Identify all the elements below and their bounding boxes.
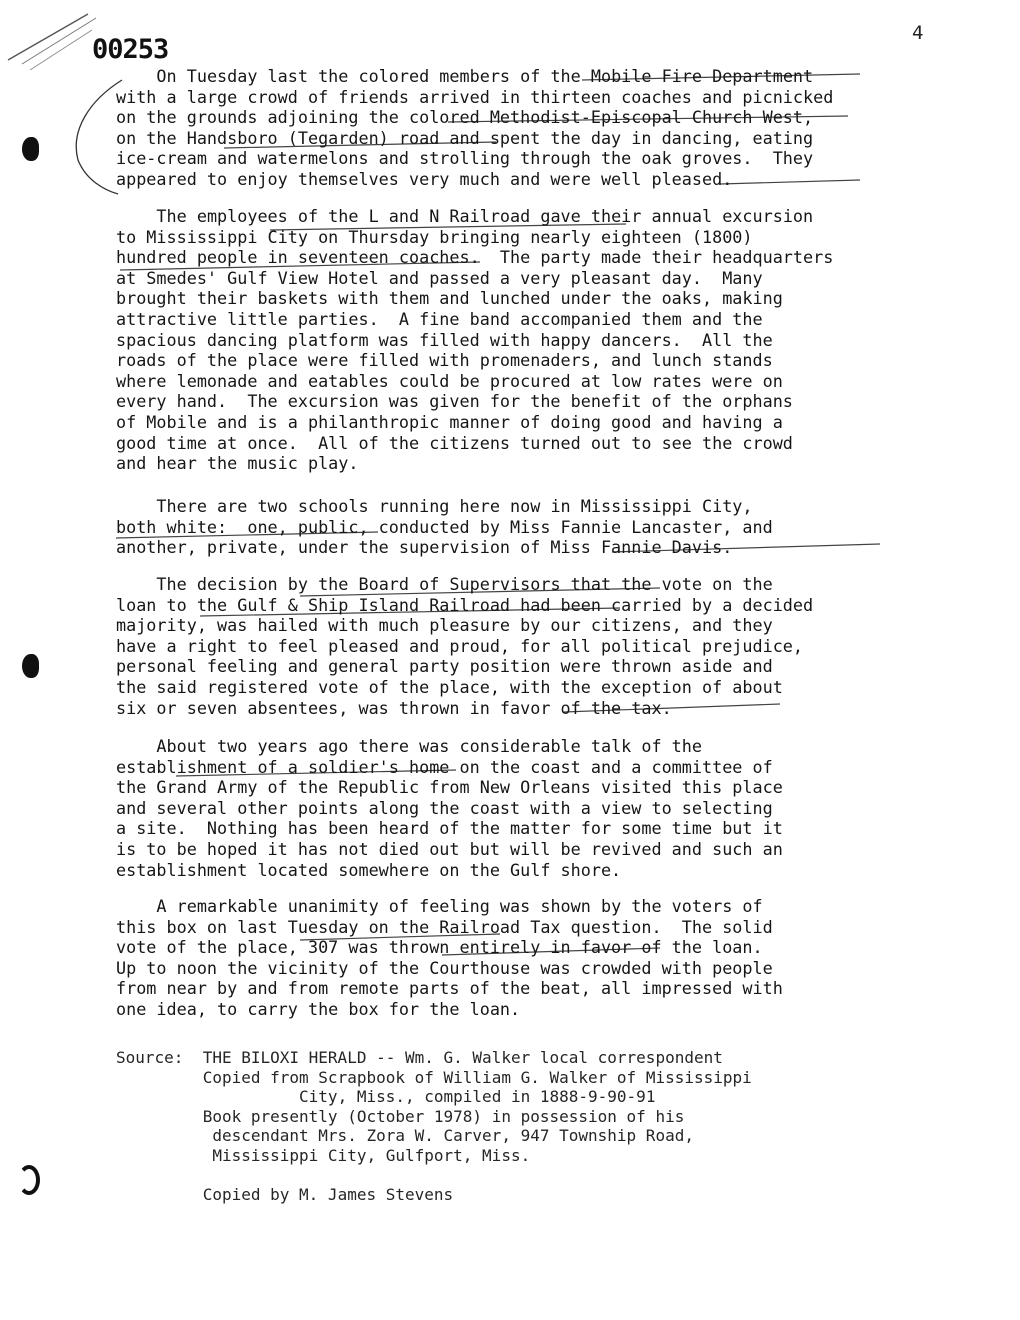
page-number: 4 bbox=[912, 22, 924, 44]
punch-hole-icon bbox=[18, 1165, 40, 1195]
document-id: 00253 bbox=[92, 34, 169, 65]
punch-hole-icon bbox=[22, 137, 39, 161]
paragraph-railroad-excursion: The employees of the L and N Railroad gave their annual excursion to Mississippi City on Thursday bringing nearly eighteen (1800) hundred people in seventeen coaches. The party made their headquarters at Smedes' Gulf View Hotel and passed a very pleasant day. Many brought their baskets with them and lunched under the oaks, making attractive little parties. A fine band accompanied them and the spacious dancing platform was filled with happy dancers. All the roads of the place were filled with promenaders, and lunch stands where lemonade and eatables could be procured at low rates were on every hand. The excursion was given for the benefit of the orphans of Mobile and is a philanthropic manner of doing good and having a good time at once. All of the citizens turned out to see the crowd and hear the music play. bbox=[116, 206, 834, 474]
paragraph-fire-department-picnic: On Tuesday last the colored members of the Mobile Fire Department with a large crowd of friends arrived in thirteen coaches and picnicked on the grounds adjoining the colored Methodist-Episcopal Church West, on the Handsboro (Tegarden) road and spent the day in dancing, eating ice-cream and watermelons and strolling through the oak groves. They appeared to enjoy themselves very much and were well pleased. bbox=[116, 66, 834, 189]
paragraph-schools: There are two schools running here now in Mississippi City, both white: one, public, conducted by Miss Fannie Lancaster, and another, private, under the supervision of Miss Fannie Davis. bbox=[116, 496, 773, 558]
paragraph-soldiers-home: About two years ago there was considerable talk of the establishment of a soldier's home on the coast and a committee of the Grand Army of the Republic from New Orleans visited this place and several other points along the coast with a view to selecting a site. Nothing has been heard of the matter for some time but it is to be hoped it has not died out but will be revived and such an establishment located somewhere on the Gulf shore. bbox=[116, 736, 783, 880]
punch-hole-icon bbox=[22, 654, 39, 678]
paragraph-railroad-tax-vote: A remarkable unanimity of feeling was shown by the voters of this box on last Tuesday on the Railroad Tax question. The solid vote of the place, 307 was thrown entirely in favor of the loan. Up to noon the vicinity of the Courthouse was crowded with people from near by and from remote parts of the beat, all impressed with one idea, to carry the box for the loan. bbox=[116, 896, 783, 1019]
paragraph-supervisors-decision: The decision by the Board of Supervisors that the vote on the loan to the Gulf & Ship Island Railroad had been carried by a decided majority, was hailed with much pleasure by our citizens, and they have a right to feel pleased and proud, for all political prejudice, personal feeling and general party position were thrown aside and the said registered vote of the place, with the exception of about six or seven absentees, was thrown in favor of the tax. bbox=[116, 574, 814, 718]
source-citation: Source: THE BILOXI HERALD -- Wm. G. Walker local correspondent Copied from Scrapbook of William G. Walker of Mississippi City, Miss., compiled in 1888-9-90-91 Book presently (October 1978) in possession of his descendant Mrs. Zora W. Carver, 947 Township Road, Mississippi City, Gulfport, Miss. Copied by M. James Stevens bbox=[116, 1048, 752, 1205]
